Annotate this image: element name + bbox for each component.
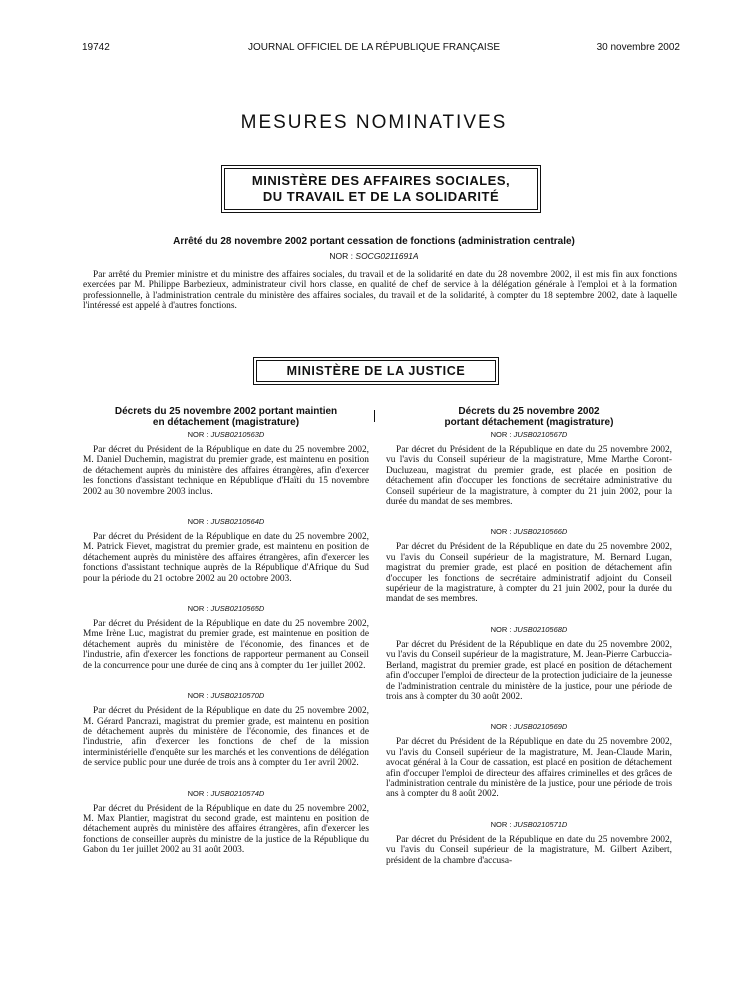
decree-text: Par décret du Président de la République en date du 25 novembre 2002, vu l'avis du Conseil supérieur de la magistrature, M. Jean-Pierre Carbuccia-Berland, magistrat du premier grade, est placé en position de détachement afin d'occuper l'emploi de directeur de la protection judiciaire de la jeunesse de l'administration centrale du ministère de la justice, pour une période de trois ans à compter du 30 août 2002.	[386, 639, 672, 702]
entry-spacer	[386, 605, 672, 623]
decrees-title-line1: Décrets du 25 novembre 2002	[458, 406, 600, 417]
decree-text: Par décret du Président de la République en date du 25 novembre 2002, M. Max Plantier, magistrat du second grade, est maintenu en position de détachement auprès du ministère des affaires étrangères, afin d'exercer les fonctions de conseiller auprès du ministre de la justice de la République du Gabon du 1er juillet 2002 au 31 août 2003.	[83, 803, 369, 856]
nor-code: JUSB0210574D	[210, 788, 265, 798]
nor-reference	[83, 430, 369, 439]
ministry-name-line1: MINISTÈRE DES AFFAIRES SOCIALES,	[251, 173, 511, 188]
entry-spacer	[83, 584, 369, 602]
nor-reference	[83, 517, 369, 526]
nor-code: JUSB0210564D	[210, 517, 265, 527]
decree-text: Par décret du Président de la République en date du 25 novembre 2002, M. Daniel Duchemin, magistrat du premier grade, est maintenu en position de détachement auprès du ministère des affaires étrangères, afin d'exercer les fonctions d'assistant technique en République d'Haïti du 15 novembre 2002 au 30 novembre 2003 inclus.	[83, 445, 369, 497]
ministry-box-justice	[253, 357, 499, 385]
nor-label: NOR :	[187, 691, 209, 701]
nor-reference	[386, 625, 672, 634]
page-number: 19742	[82, 42, 110, 53]
decree-text: Par décret du Président de la République en date du 25 novembre 2002, vu l'avis du Conseil supérieur de la magistrature, M. Gilbert Azibert, président de la chambre d'accusa-	[386, 834, 672, 866]
decree-list	[386, 430, 672, 866]
entry-spacer	[83, 497, 369, 515]
arrete-nor	[0, 251, 748, 261]
decree-text: Par décret du Président de la République en date du 25 novembre 2002, vu l'avis du Conseil supérieur de la magistrature, M. Bernard Lugan, magistrat du premier grade, est placé en position de détachement afin d'occuper les fonctions de secrétaire administratif adjoint du Conseil supérieur de la magistrature, à compter du 21 juin 2002, pour la durée du mandat de ses membres.	[386, 542, 672, 605]
nor-reference	[83, 691, 369, 700]
right-column	[386, 406, 672, 866]
nor-reference	[386, 722, 672, 731]
decree-text: Par décret du Président de la République en date du 25 novembre 2002, Mme Irène Luc, magistrat du premier grade, est maintenue en position de détachement auprès du ministère de l'économie, des finances et de l'industrie, afin d'exercer les fonctions de rapporteur permanent au Conseil de la concurrence pour une durée de cinq ans à compter du 1er juillet 2002.	[83, 619, 369, 671]
nor-label: NOR :	[187, 604, 209, 614]
nor-reference	[386, 820, 672, 829]
left-column	[83, 406, 369, 856]
nor-code: JUSB0210568D	[513, 624, 568, 634]
nor-reference	[83, 789, 369, 798]
nor-label: NOR :	[490, 819, 512, 829]
nor-label: NOR :	[490, 722, 512, 732]
nor-code: JUSB0210565D	[210, 604, 265, 614]
decree-list	[83, 430, 369, 856]
issue-date: 30 novembre 2002	[596, 42, 680, 53]
entry-spacer	[83, 671, 369, 689]
ministry-name: MINISTÈRE DE LA JUSTICE	[256, 360, 496, 382]
entry-spacer	[386, 800, 672, 818]
nor-reference	[386, 430, 672, 439]
nor-code: JUSB0210571D	[513, 819, 568, 829]
decree-text: Par décret du Président de la République en date du 25 novembre 2002, vu l'avis du Conseil supérieur de la magistrature, Mme Marthe Coront-Ducluzeau, magistrat du premier grade, est placée en position de détachement afin d'occuper les fonctions de secrétaire administrative du Conseil supérieur de la magistrature, à compter du 21 juin 2002, pour la durée du mandat de ses membres.	[386, 445, 672, 508]
nor-code: JUSB0210570D	[210, 691, 265, 701]
decrees-title-line1: Décrets du 25 novembre 2002 portant maintien	[114, 406, 338, 417]
nor-code: JUSB0210569D	[513, 722, 568, 732]
nor-label: NOR :	[490, 430, 512, 439]
decree-text: Par décret du Président de la République en date du 25 novembre 2002, M. Gérard Pancrazi, magistrat du premier grade, est maintenu en position de détachement auprès du ministère de l'économie, des finances et de l'industrie, afin d'exercer les fonctions de chef de la mission interministérielle d'enquête sur les marchés et les conventions de délégation de service public pour une durée de trois ans à compter du 1er avril 2002.	[83, 706, 369, 769]
nor-reference	[83, 604, 369, 613]
entry-spacer	[386, 507, 672, 525]
decree-text: Par décret du Président de la République en date du 25 novembre 2002, M. Patrick Fievet, magistrat du premier grade, est maintenu en position de détachement auprès du ministère des affaires étrangères, afin d'exercer les fonctions d'assistant technique auprès de la République d'Afrique du Sud pour la période du 21 octobre 2002 au 20 octobre 2003.	[83, 532, 369, 584]
nor-code: JUSB0210563D	[210, 430, 265, 439]
decree-text: Par décret du Président de la République en date du 25 novembre 2002, vu l'avis du Conseil supérieur de la magistrature, M. Jean-Claude Marin, avocat général à la Cour de cassation, est placé en position de détachement afin d'occuper l'emploi de directeur des affaires criminelles et des grâces de l'administration centrale du ministère de la justice, pour une période de trois ans à compter du 8 août 2002.	[386, 737, 672, 800]
ministry-box-social-affairs	[221, 165, 541, 213]
entry-spacer	[386, 702, 672, 720]
nor-code: JUSB0210566D	[513, 527, 568, 537]
arrete-body: Par arrêté du Premier ministre et du ministre des affaires sociales, du travail et de la solidarité en date du 28 novembre 2002, il est mis fin aux fonctions exercées par M. Philippe Barbezieux, administrateur civil hors classe, en qualité de chef de service à la délégation générale à l'emploi et à la formation professionnelle, à l'administration centrale du ministère des affaires sociales, du travail et de la solidarité, à compter du 18 septembre 2002, date à laquelle l'intéressé est appelé à d'autres fonctions.	[83, 270, 677, 312]
entry-spacer	[83, 769, 369, 787]
nor-code: JUSB0210567D	[513, 430, 568, 439]
nor-label: NOR :	[187, 788, 209, 798]
nor-label: NOR :	[187, 430, 209, 439]
page-title: MESURES NOMINATIVES	[240, 112, 508, 133]
arrete-title: Arrêté du 28 novembre 2002 portant cessation de fonctions (administration centrale)	[173, 236, 575, 247]
column-divider	[374, 410, 375, 422]
journal-title: JOURNAL OFFICIEL DE LA RÉPUBLIQUE FRANÇAISE	[247, 42, 501, 53]
nor-label: NOR :	[187, 517, 209, 527]
nor-reference	[386, 527, 672, 536]
nor-label: NOR :	[490, 527, 512, 537]
decrees-title-line2: en détachement (magistrature)	[152, 417, 300, 428]
nor-code: SOCG0211691A	[355, 251, 419, 261]
nor-label: NOR :	[490, 624, 512, 634]
ministry-name-line2: DU TRAVAIL ET DE LA SOLIDARITÉ	[262, 189, 500, 204]
nor-label: NOR :	[329, 251, 354, 261]
decrees-title-line2: portant détachement (magistrature)	[444, 417, 614, 428]
